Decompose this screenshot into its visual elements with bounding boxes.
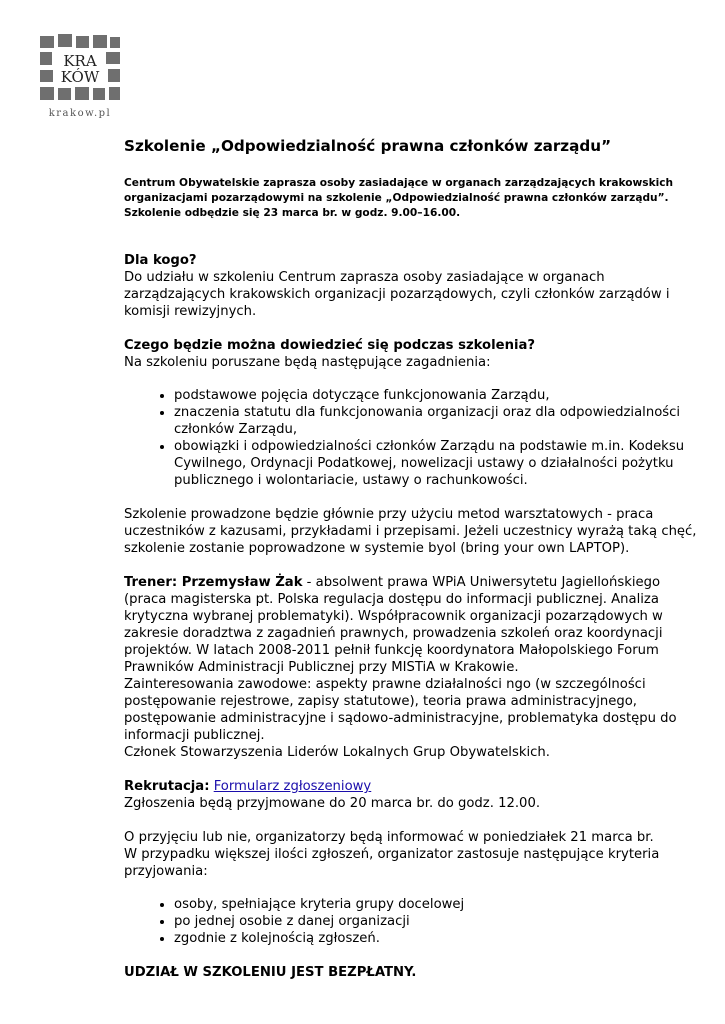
list-item: • znaczenia statutu dla funkcjonowania organizacji oraz dla odpowiedzialności członków Zarządu, [174, 404, 699, 438]
acceptance-line2: W przypadku większej ilości zgłoszeń, organizator zastosuje następujące kryteria przyjowania: [124, 847, 660, 879]
for-whom-heading: Dla kogo? [124, 253, 197, 268]
section-for-whom [124, 252, 699, 320]
trainer-membership: Członek Stowarzyszenia Liderów Lokalnych Grup Obywatelskich. [124, 745, 550, 760]
recruitment-line [124, 778, 699, 795]
trainer-bio-paragraph [124, 574, 699, 676]
recruitment-deadline: Zgłoszenia będą przyjmowane do 20 marca br. do godz. 12.00. [124, 796, 541, 811]
lead-paragraph: Centrum Obywatelskie zaprasza osoby zasiadające w organach zarządzających krakowskich organizacjami pozarządowymi na szkolenie „Odpowiedzialność prawna członków zarządu”. Szkolenie odbędzie się 23 marca br. w godz. 9.00–16.00. [124, 177, 674, 219]
logo-text-line2: KÓW [60, 68, 100, 86]
topics-intro: Na szkoleniu poruszane będą następujące zagadnienia: [124, 355, 491, 370]
trainer-label: Trener: Przemysław Żak [124, 575, 303, 590]
trainer-bio: - absolwent prawa WPiA Uniwersytetu Jagiellońskiego (praca magisterska pt. Polska regulacja dostępu do informacji publicznej. Analiza krytyczna wybranej problematyki). Współpracownik organizacji pozarządowych w zakresie doradztwa z zagadnień prawnych, prowadzenia szkoleń oraz koordynacji projektów. W latach 2008-2011 pełnił funkcję koordynatora Małopolskiego Forum Prawników Administracji Publicznej przy MISTiA w Krakowie. [124, 575, 663, 675]
topics-list [124, 387, 699, 489]
section-acceptance [124, 829, 699, 947]
section-topics [124, 337, 699, 489]
section-trainer [124, 574, 699, 761]
topics-heading: Czego będzie można dowiedzieć się podczas szkolenia? [124, 338, 536, 353]
section-recruitment [124, 778, 699, 812]
for-whom-text: Do udziału w szkoleniu Centrum zaprasza osoby zasiadające w organach zarządzających krakowskich organizacji pozarządowych, czyli członków zarządów i komisji rewizyjnych. [124, 270, 670, 319]
krakow-logo-mark [36, 30, 124, 108]
method-paragraph: Szkolenie prowadzone będzie głównie przy użyciu metod warsztatowych - praca uczestników z kazusami, przykładami i przepisami. Jeżeli uczestnicy wyrażą taką chęć, szkolenie zostanie poprowadzone w systemie byol (bring your own LAPTOP). [124, 507, 697, 556]
list-item: • zgodnie z kolejnością zgłoszeń. [174, 930, 699, 947]
document-body [124, 136, 699, 981]
page-title: Szkolenie „Odpowiedzialność prawna członków zarządu” [124, 137, 612, 155]
free-participation-notice: UDZIAŁ W SZKOLENIU JEST BEZPŁATNY. [124, 965, 417, 980]
list-item: • obowiązki i odpowiedzialności członków Zarządu na podstawie m.in. Kodeksu Cywilnego, Ordynacji Podatkowej, nowelizacji ustawy o działalności pożytku publicznego i wolontariacie, ustawy o rachunkowości. [174, 438, 699, 489]
list-item: • osoby, spełniające kryteria grupy docelowej [174, 896, 699, 913]
logo-text-line1: KRA [63, 52, 97, 70]
krakow-logo [36, 30, 124, 126]
list-item: • podstawowe pojęcia dotyczące funkcjonowania Zarządu, [174, 387, 699, 404]
acceptance-line1: O przyjęciu lub nie, organizatorzy będą informować w poniedziałek 21 marca br. [124, 830, 654, 845]
criteria-list [124, 896, 699, 947]
trainer-interests: Zainteresowania zawodowe: aspekty prawne działalności ngo (w szczególności postępowanie rejestrowe, zapisy statutowe), teoria prawa administracyjnego, postępowanie administracyjne i sądowo-administracyjne, problematyka dostępu do informacji publicznej. [124, 677, 677, 743]
recruitment-label: Rekrutacja: [124, 779, 210, 794]
list-item: • po jednej osobie z danej organizacji [174, 913, 699, 930]
application-form-link[interactable]: Formularz zgłoszeniowy [213, 779, 372, 794]
logo-caption: krakow.pl [48, 108, 112, 119]
